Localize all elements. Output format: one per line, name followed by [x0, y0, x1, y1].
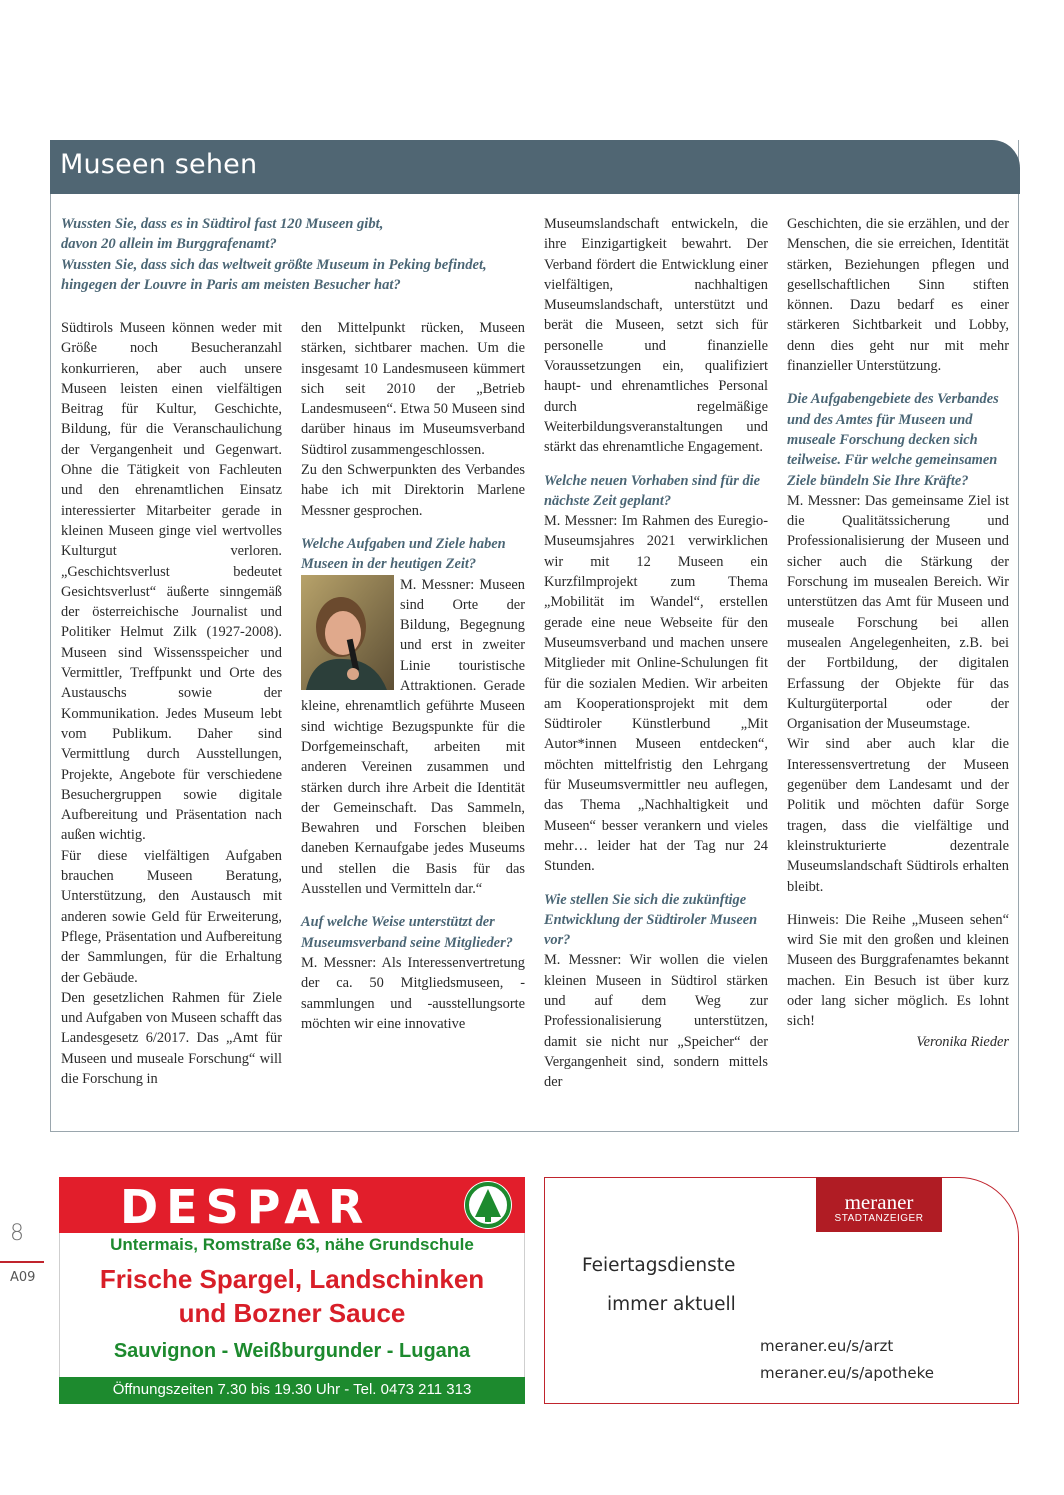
meraner-heading: immer aktuell [607, 1294, 736, 1315]
despar-headline-line: Frische Spargel, Landschinken [99, 1264, 485, 1294]
column-1 [61, 318, 282, 1089]
intro-line: davon 20 allein im Burggrafenamt? [61, 236, 277, 253]
speaker-label: M. Messner: [544, 513, 618, 530]
intro-line: Wussten Sie, dass sich das weltweit größte Museum in Peking befindet, hingegen der Louvre in Paris am meisten Besucher hat? [61, 256, 487, 293]
answer-text: Museen sind Orte der Bildung, Begegnung und erst in zweiter Linie touristische Attraktionen. Gerade kleine, ehrenamtlich geführte Museen sind wichtige Bezugspunkte für die Dorfgemeinschaft, arbeiten mit anderen Vereinen zusammen und stärken durch ihre Arbeit die Identität der Gemeinschaft. Das Sammeln, Bewahren und Forschen bleiben daneben Kernaufgabe jedes Museums und stellen die Basis für das Ausstellen und Vermitteln dar.“ [301, 576, 525, 898]
despar-headline-line: und Bozner Sauce [178, 1298, 406, 1328]
interview-question: Auf welche Weise unterstützt der Museumsverband seine Mitglieder? [301, 914, 513, 951]
intro-line: Wussten Sie, dass es in Südtirol fast 120 Museen gibt, [61, 216, 384, 232]
interview-question: Wie stellen Sie sich die zukünftige Entwicklung der Südtiroler Museen vor? [544, 891, 758, 949]
column-2 [301, 318, 525, 1034]
paragraph: den Mittelpunkt rücken, Museen stärken, sichtbarer machen. Um die insgesamt 10 Landesmuseen kümmert sich seit 2010 der „Betrieb Landesmuseen“. Etwa 50 Museen sind darüber hinaus im Museumsverband Südtirol zusammengeschlossen. [301, 320, 525, 458]
answer-text: Im Rahmen des Euregio-Museumsjahres 2021 verwirklichen wir mit 12 Museen ein Kurzfilmprojekt zum Thema „Mobilität im Wandel“, erstellen gerade eine neue Webseite für den Museumsverband und machen unsere Mitglieder mit Online-Schulungen fit für die sozialen Medien. Wir arbeiten am Kooperationsprojekt mit dem Südtiroler Künstlerbund „Mit Autor*innen Museen entdecken“, möchten mittelfristig den Lehrgang für Museumsvermittler neu auflegen, das Thema „Nachhaltigkeit und Museen“ besser verankern und vieles mehr… leider hat der Tag nur 24 Stunden. [544, 513, 768, 875]
column-3 [544, 214, 768, 1092]
paragraph: Zu den Schwerpunkten des Verbandes habe ich mit Direktorin Marlene Messner gesprochen. [301, 462, 525, 519]
doctor-service-link[interactable]: meraner.eu/s/arzt [760, 1337, 894, 1355]
paragraph: Geschichten, die sie erzählen, und der Menschen, die sie erreichen, Identität stärken, Beziehungen pflegen und gesellschaftlichen Sinn stiften können. Dazu bedarf es einer stärkeren Sichtbarkeit und Lobby, denn dies geht nur mit mehr finanzieller Unterstützung. [787, 216, 1009, 375]
speaker-label: M. Messner: [544, 952, 622, 969]
despar-logo-text: DESPAR [120, 1180, 372, 1234]
interview-question: Welche Aufgaben und Ziele haben Museen in der heutigen Zeit? [301, 535, 506, 573]
article-header-bar [50, 140, 1020, 194]
page-number: 8 [10, 1221, 24, 1246]
author-name: Veronika Rieder [916, 1033, 1009, 1050]
paragraph: Museumslandschaft entwickeln, die ihre Einzigartigkeit bewahrt. Der Verband fördert die Entwicklung einer vielfältigen, nachhaltigen Museumslandschaft, unterstützt und berät die Museen, setzt sich für personelle und finanzielle Voraussetzungen ein, qualifiziert haupt- und ehrenamtliches Personal durch regelmäßige Weiterbildungsveranstaltungen und stärkt das ehrenamtliche Engagement. [544, 216, 768, 456]
paragraph: Südtirols Museen können weder mit Größe noch Besucheranzahl konkurrieren, aber auch unsere Museen leisten einen vielfältigen Beitrag für Kultur, Geschichte, Bildung, für die Veranschaulichung der Vergangenheit und Gegenwart. Ohne die Tätigkeit von Fachleuten und den ehrenamtlichen Einsatz interessierter Mitarbeiter gerade in kleinen Museen ginge viel wertvolles Kulturgut verloren. „Geschichtsverlust bedeutet Gesichtsverlust“ äußerte sinngemäß der österreichische Journalist und Politiker Helmut Zilk (1927-2008). Museen sind Wissensspeicher und Vermittler, Treffpunkt und Orte des Austauschs sowie der Kommunikation. Jedes Museum lebt vom Publikum. Daher sind Vermittlung durch Ausstellungen, Projekte, Angebote für verschiedene Besuchergruppen sowie digitale Aufbereitung und Präsentation nach außen wichtig. [61, 320, 282, 844]
speaker-label: M. Messner: [400, 576, 475, 593]
page-code: A09 [10, 1270, 36, 1285]
meraner-heading: Feiertagsdienste [582, 1255, 736, 1276]
paragraph: Den gesetzlichen Rahmen für Ziele und Aufgaben von Museen schafft das Landesgesetz 6/2017. Das „Amt für Museen und museale Forschung“ will die Forschung in [61, 989, 282, 1087]
answer-text: Wir wollen die vielen kleinen Museen in Südtirol stärken und auf dem Weg zur Professionalisierung unterstützen, damit sie nicht nur „Speicher“ der Vergangenheit sind, sondern mittels der [544, 952, 768, 1091]
article-title: Museen sehen [60, 149, 258, 180]
paragraph: Wir sind aber auch klar die Interessensvertretung der Museen gegenüber dem Landesamt und der Politik und möchten dafür Sorge tragen, dass die vielfältige und kleinstrukturierte dezentrale Museumslandschaft Südtirols erhalten bleibt. [787, 736, 1009, 895]
speaker-label: M. Messner: [301, 954, 377, 971]
despar-opening-hours: Öffnungszeiten 7.30 bis 19.30 Uhr - Tel. 0473 211 313 [112, 1381, 472, 1398]
meraner-logo-subtitle: STADTANZEIGER [834, 1213, 924, 1224]
despar-headline [59, 1262, 525, 1330]
paragraph: Für diese vielfältigen Aufgaben brauchen Museen Beratung, Unterstützung, den Austausch mit anderen sowie Geld für Erweiterung, Pflege, Präsentation und Aufbereitung der Sammlungen, für die Erhaltung der Gebäude. [61, 847, 282, 986]
answer-text: Das gemeinsame Ziel ist die Qualitätssicherung und Professionalisierung der Museen und sicher auch die Stärkung der Forschung im musealen Bereich. Wir unterstützen das Amt für Museen und museale Forschung bei allen musealen Angelegenheiten, z.B. bei der Fortbildung, der digitalen Erfassung der Objekte für das Kulturgüterportal oder der Organisation der Museumstage. [787, 492, 1010, 733]
series-note: Hinweis: Die Reihe „Museen sehen“ wird Sie mit den großen und kleinen Museen des Burggrafenamtes bekannt machen. Ein Besuch ist über kurz oder lang sicher möglich. Es lohnt sich! [787, 911, 1009, 1030]
page-number-divider [0, 1261, 44, 1263]
meraner-logo-name: meraner [844, 1190, 914, 1214]
column-4 [787, 214, 1009, 1052]
despar-wines: Sauvignon - Weißburgunder - Lugana [113, 1340, 471, 1362]
speaker-label: M. Messner: [787, 492, 861, 509]
despar-tree-icon [464, 1181, 512, 1229]
portrait-photo [301, 575, 394, 690]
article-intro [61, 214, 527, 295]
interview-question: Die Aufgabengebiete des Verbandes und des Amtes für Museen und museale Forschung decken sich teilweise. Für welche gemeinsamen Ziele bündeln Sie Ihre Kräfte? [787, 391, 999, 489]
answer-text: Als Interessenvertretung der ca. 50 Mitgliedsmuseen, -sammlungen und -ausstellungsorte möchten wir eine innovative [301, 954, 525, 1032]
despar-address: Untermais, Romstraße 63, nähe Grundschule [110, 1235, 474, 1254]
pharmacy-service-link[interactable]: meraner.eu/s/apotheke [760, 1364, 935, 1382]
interview-question: Welche neuen Vorhaben sind für die nächste Zeit geplant? [544, 472, 761, 509]
